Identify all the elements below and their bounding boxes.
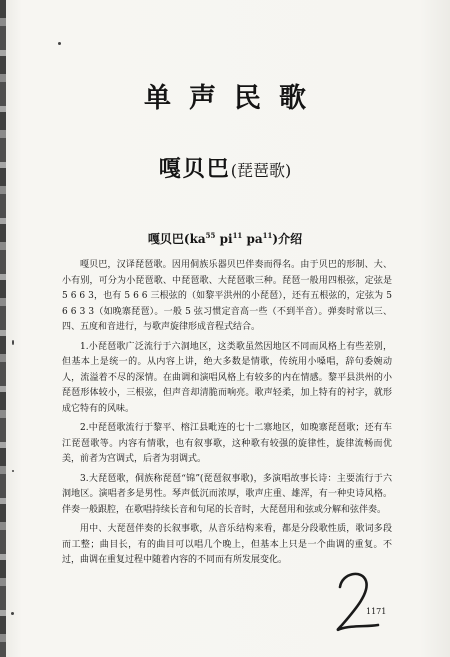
tone-superscript: 11 — [232, 231, 243, 240]
song-title-main: 嘎贝巴 — [158, 156, 231, 182]
scan-speck — [12, 340, 14, 345]
song-title-sub: (琵琶歌) — [230, 161, 292, 180]
handwritten-mark — [332, 567, 382, 633]
heading-part: pi — [215, 232, 233, 246]
scan-speck — [12, 470, 14, 472]
introduction-heading — [0, 230, 450, 247]
heading-part: pa — [242, 232, 263, 246]
heading-part: )介绍 — [272, 232, 303, 246]
paragraph-large-pipa: 3.大琵琶歌，侗族称琵琶“锦”(琵琶叙事歌)，多演唱故事长诗：主要流行于六洞地区。演唱者多是男性。琴声低沉而浓厚，歌声庄重、雄浑，有一种史诗风格。伴奏一般跟腔，在歌唱持续长音和句尾的长音时，大琵琶用和弦或分解和弦伴奏。 — [62, 473, 392, 515]
paragraph-small-pipa: 1.小琵琶歌广泛流行于六洞地区，这类歌虽然因地区不同而风格上有些差别，但基本上是统一的。从内容上讲，绝大多数是情歌，传统用小嗓唱，辞句委婉动人，流溢着不尽的深情。在曲调和演唱风格上有较多的内在情感。黎平县洪州的小琵琶形体较小，三根弦，但声音却清脆而响亮。歌声轻柔，加上特有的衬字，就形成它特有的风味。 — [62, 341, 392, 414]
song-title — [0, 152, 450, 183]
body-text — [62, 258, 392, 569]
tone-superscript: 11 — [262, 231, 273, 240]
scan-speck — [11, 612, 14, 615]
scan-speck — [58, 42, 61, 45]
section-title: 单声民歌 — [144, 83, 324, 114]
paragraph-intro: 嘎贝巴，汉译琵琶歌。因用侗族乐器贝巴伴奏而得名。由于贝巴的形制、大、小有别，可分为小琵琶歌、中琵琶歌、大琵琶歌三种。琵琶一般用四根弦，定弦是 5 6 6 3，也有 5 6 6 三根弦的（如黎平洪州的小琵琶），还有五根弦的，定弦为 5 6 6 3 3（如晚寨琵琶）。一般 5 弦习惯定音高一些（不到半音）。弹奏时常以三、四、五度和音进行，与歌声旋律形成音程式结合。 — [62, 260, 392, 332]
paragraph-narrative: 用中、大琵琶伴奏的长叙事歌，从音乐结构来看，都是分段歌性质，歌词多段而工整；曲目长，有的曲目可以唱几个晚上，但基本上只是一个曲调的重复。不过，曲调在重复过程中随着内容的不同而有所发展变化。 — [62, 524, 392, 565]
paragraph-medium-pipa: 2.中琵琶歌流行于黎平、榕江县毗连的七十二寨地区，如晚寨琵琶歌；还有车江琵琶歌等。内容有情歌，也有叙事歌，这种歌有较强的旋律性，旋律流畅而优美，前者为宫调式，后者为羽调式。 — [62, 423, 392, 464]
page-number: 1171 — [366, 607, 387, 616]
heading-part: 嘎贝巴(ka — [147, 232, 206, 246]
tone-superscript: 55 — [205, 231, 216, 240]
